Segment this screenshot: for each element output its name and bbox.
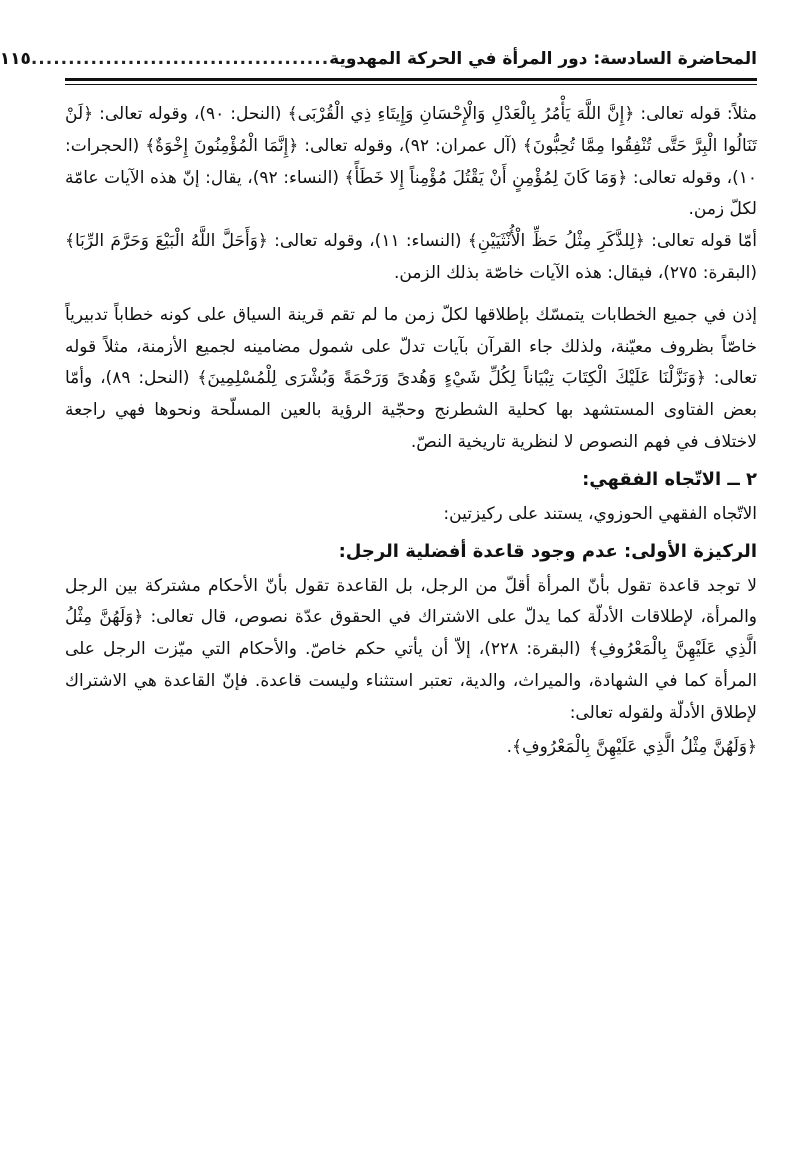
paragraph-general-verses: مثلاً: قوله تعالى: ﴿إِنَّ اللَّهَ يَأْمُرُ بِالْعَدْلِ وَالْإِحْسَانِ وَإِيتَاءِ ذِي الْقُرْبَى﴾ (النحل: ٩٠)، وقوله تعالى: ﴿لَنْ تَنَالُوا الْبِرَّ حَتَّى تُنْفِقُوا مِمَّا تُحِبُّونَ﴾ (آل عمران: ٩٢)، وقوله تعالى: ﴿إِنَّمَا الْمُؤْمِنُونَ إِخْوَةٌ﴾ (الحجرات: ١٠)، وقوله تعالى: ﴿وَمَا كَانَ لِمُؤْمِنٍ أَنْ يَقْتُلَ مُؤْمِناً إِلا خَطَأً﴾ (النساء: ٩٢)، يقال: إنّ هذه الآيات عامّة لكلّ زمن. xyxy=(65,104,758,220)
subheading-first-pillar: الركيزة الأولى: عدم وجود قاعدة أفضلية الرجل: xyxy=(338,540,757,562)
paragraph-specific-verses: أمّا قوله تعالى: ﴿لِلذَّكَرِ مِثْلُ حَظِّ الْأُنْثَيَيْنِ﴾ (النساء: ١١)، وقوله تعالى: ﴿وَأَحَلَّ اللَّهُ الْبَيْعَ وَحَرَّمَ الرِّبَا﴾ (البقرة: ٢٧٥)، فيقال: هذه الآيات خاصّة بذلك الزمن. xyxy=(65,231,757,283)
paragraph-conclusion: إذن في جميع الخطابات يتمسّك بإطلاقها لكلّ زمن ما لم تقم قرينة السياق على كونه خطاباً تدبيرياً خاصّاً بظروف معيّنة، ولذلك جاء القرآن بآيات تدلّ على شمول مضامينه لجميع الأزمنة، مثلاً قوله تعالى: ﴿وَنَزَّلْنَا عَلَيْكَ الْكِتَابَ تِبْيَاناً لِكُلِّ شَيْءٍ وَهُدىً وَرَحْمَةً وَبُشْرَى لِلْمُسْلِمِينَ﴾ (النحل: ٨٩)، وأمّا بعض الفتاوى المستشهد بها كحلية الشطرنج وحجّية الرؤية بالعين المسلّحة ونحوها فهي راجعة لاختلاف في فهم النصوص لا لنظرية تاريخية النصّ. xyxy=(65,304,758,452)
header-rule-thin xyxy=(65,84,757,85)
paragraph-first-pillar: لا توجد قاعدة تقول بأنّ المرأة أقلّ من الرجل، بل القاعدة تقول بأنّ الأحكام مشتركة بين الرجل والمرأة، لإطلاقات الأدلّة كما يدلّ على الاشتراك في الحقوق عدّة نصوص، قال تعالى: ﴿وَلَهُنَّ مِثْلُ الَّذِي عَلَيْهِنَّ بِالْمَعْرُوفِ﴾ (البقرة: ٢٢٨)، إلاّ أن يأتي حكم خاصّ. والأحكام التي ميّزت الرجل على المرأة كما في الشهادة، والميراث، والدية، تعتبر استثناء وليست قاعدة. فإنّ القاعدة هي الاشتراك لإطلاق الأدلّة ولقوله تعالى: xyxy=(65,575,757,723)
header-rule-thick xyxy=(65,78,757,81)
leader-dots: ........................................ xyxy=(30,49,330,69)
book-page xyxy=(0,44,758,763)
section-heading-jurisprudential: ٢ ــ الاتّجاه الفقهي: xyxy=(582,468,757,490)
paragraph-two-pillars: الاتّجاه الفقهي الحوزوي، يستند على ركيزتين: xyxy=(443,503,757,524)
running-header xyxy=(0,44,757,74)
chapter-title: المحاضرة السادسة: دور المرأة في الحركة المهدوية xyxy=(329,49,757,69)
page-number: ١١٥ xyxy=(0,49,31,69)
paragraph-closing-verse: ﴿وَلَهُنَّ مِثْلُ الَّذِي عَلَيْهِنَّ بِالْمَعْرُوفِ﴾. xyxy=(506,736,757,757)
